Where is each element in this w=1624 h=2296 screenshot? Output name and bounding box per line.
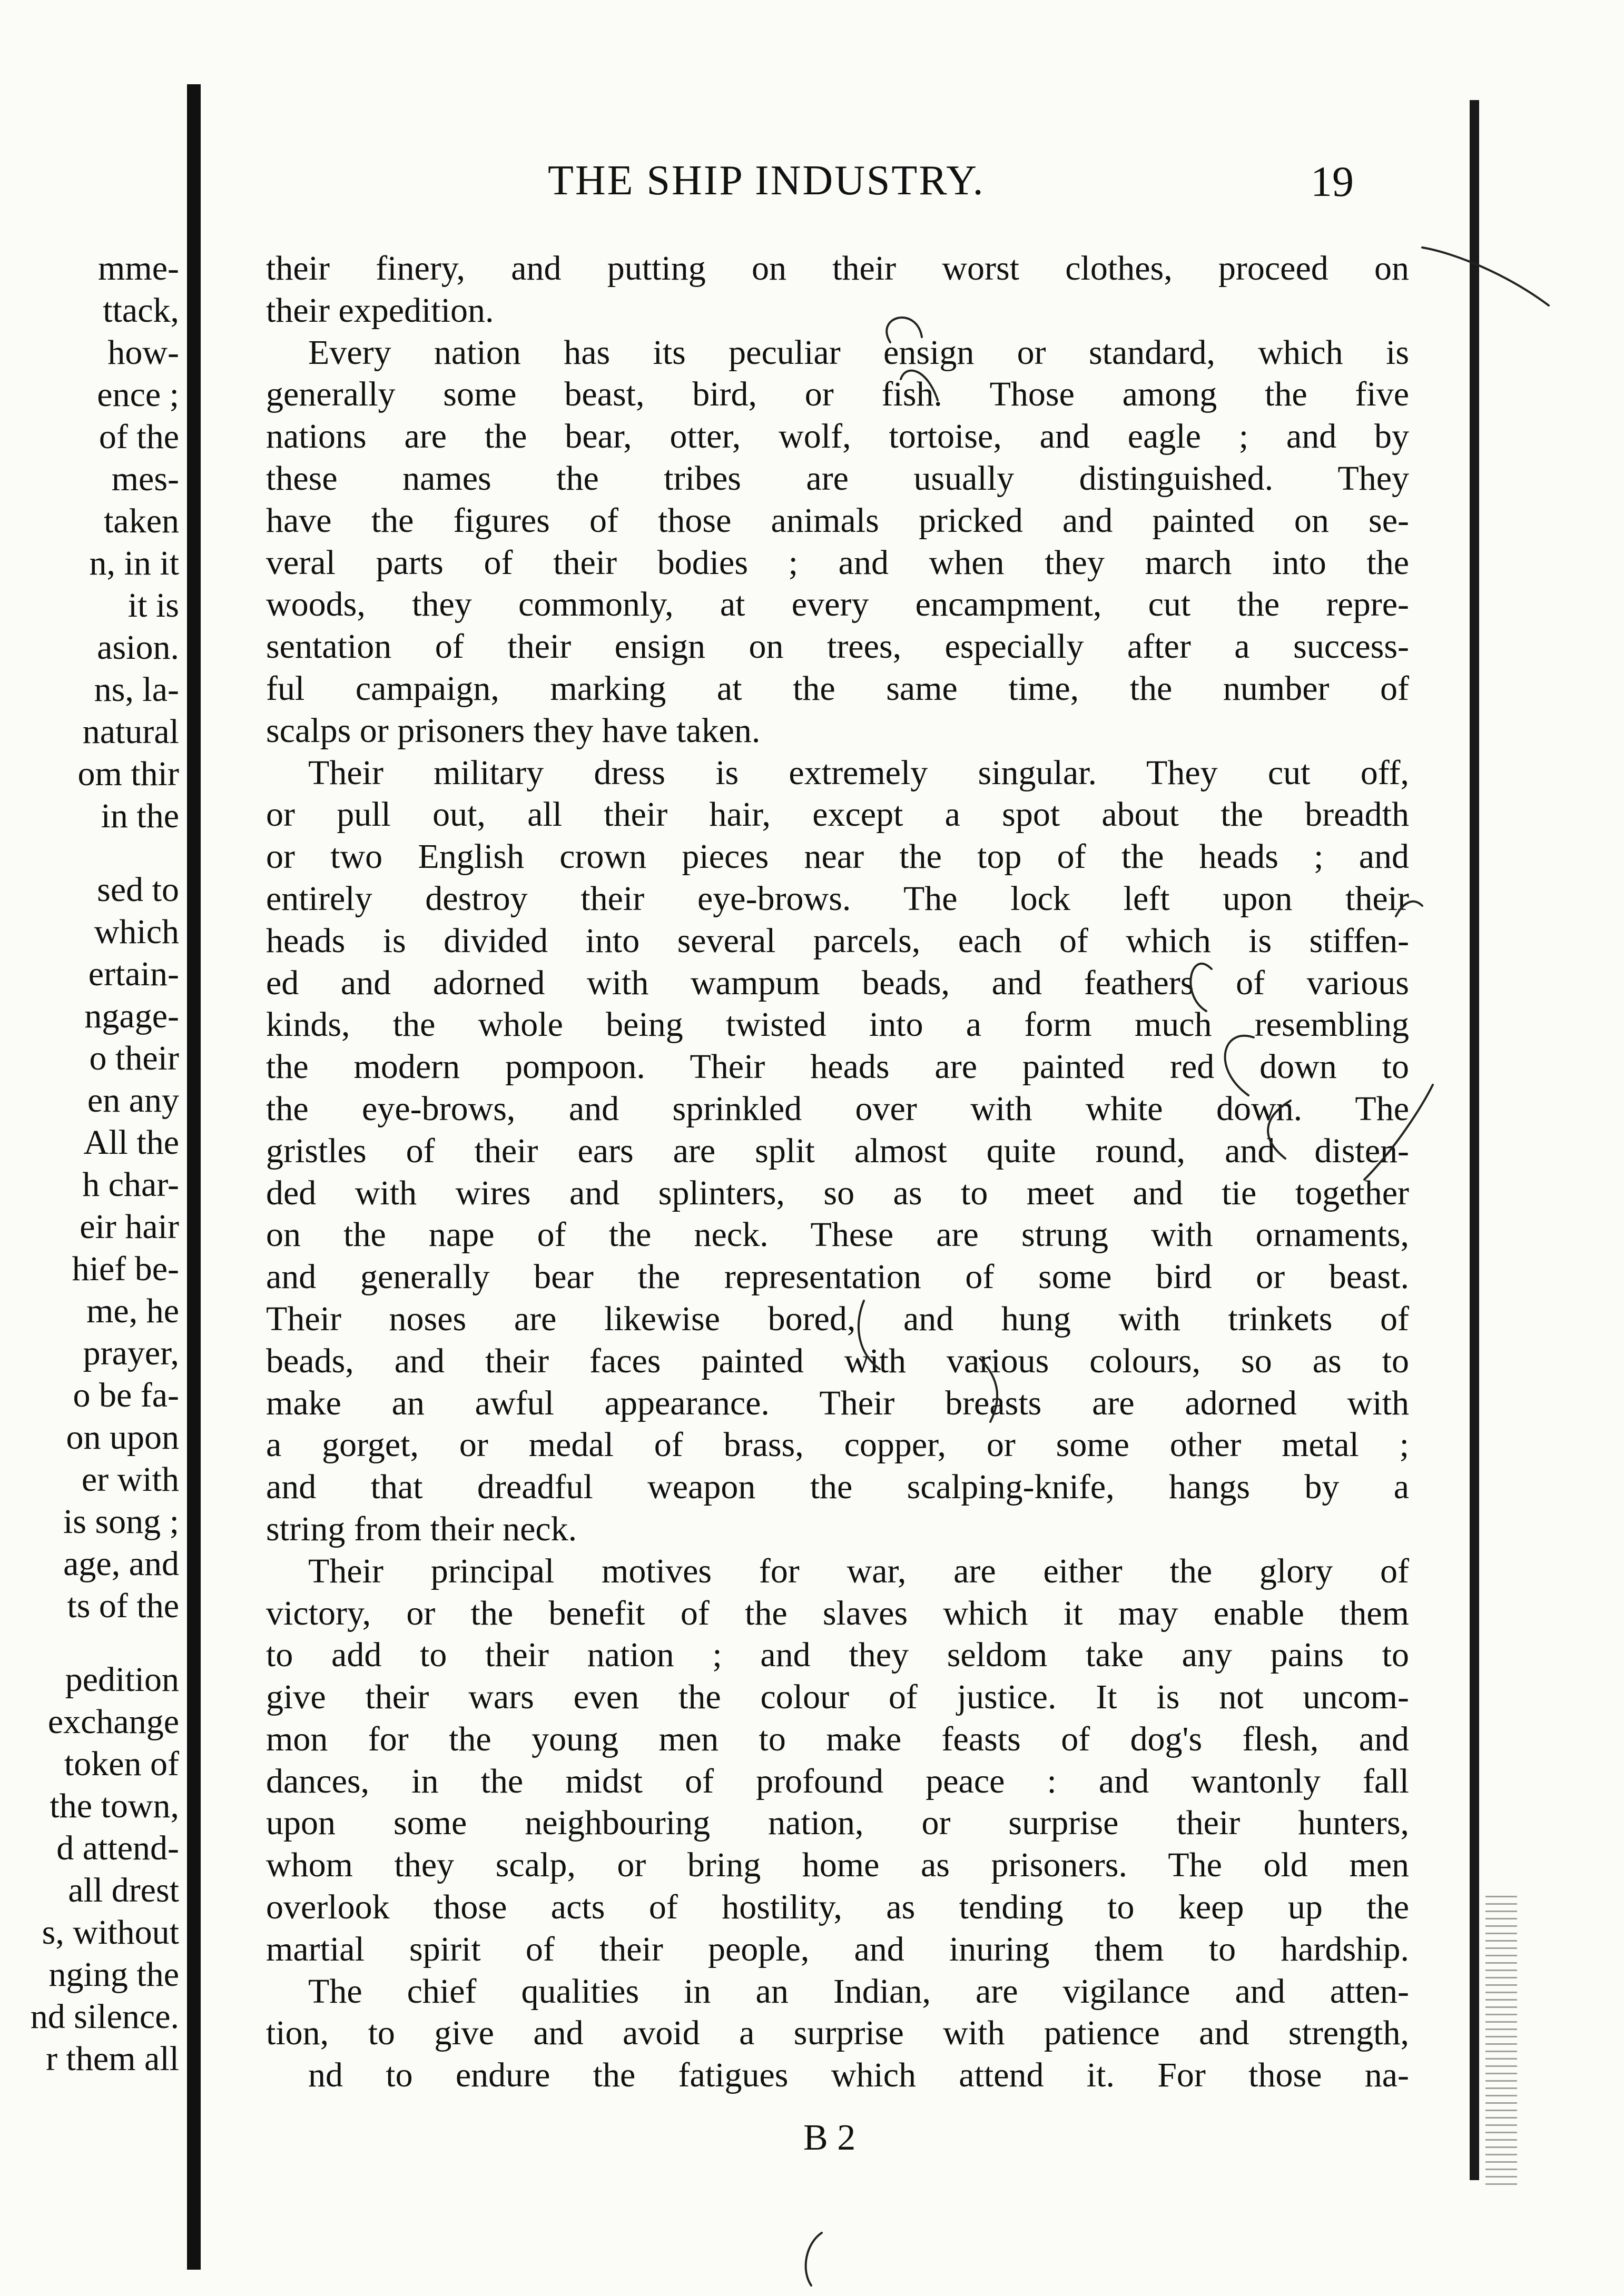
margin-fragment: r them all xyxy=(46,2040,179,2078)
text-line: overlook those acts of hostility, as tending to keep up the xyxy=(266,1888,1409,1927)
text-line: and generally bear the representation of some bird or beast. xyxy=(266,1258,1409,1297)
margin-fragment: ertain- xyxy=(88,955,179,993)
text-line: victory, or the benefit of the slaves which it may enable them xyxy=(266,1594,1409,1632)
margin-fragment: ts of the xyxy=(67,1587,179,1625)
text-line: The chief qualities in an Indian, are vigilance and atten- xyxy=(308,1972,1409,2011)
margin-fragment: on upon xyxy=(66,1418,179,1457)
margin-fragment: exchange xyxy=(47,1703,179,1741)
annotation-stroke xyxy=(1190,964,1212,1011)
margin-fragment: pedition xyxy=(65,1660,179,1699)
text-line: entirely destroy their eye-brows. The lock left upon their xyxy=(266,879,1409,918)
text-line: to add to their nation ; and they seldom take any pains to xyxy=(266,1636,1409,1675)
margin-fragment: ns, la- xyxy=(94,670,179,709)
margin-fragment: All the xyxy=(83,1123,179,1162)
annotation-stroke xyxy=(1422,248,1549,305)
annotation-stroke xyxy=(1396,902,1422,916)
margin-fragment: eir hair xyxy=(80,1208,179,1246)
annotation-stroke xyxy=(806,2233,822,2285)
text-line: the eye-brows, and sprinkled over with white down. The xyxy=(266,1089,1409,1128)
margin-fragment: h char- xyxy=(82,1165,179,1204)
margin-fragment: o their xyxy=(89,1039,179,1077)
text-line: Their noses are likewise bored, and hung with trinkets of xyxy=(266,1299,1409,1338)
text-line: ful campaign, marking at the same time, the number of xyxy=(266,669,1409,708)
margin-fragment: all drest xyxy=(68,1871,179,1909)
margin-fragment: mme- xyxy=(98,249,179,288)
text-line: Every nation has its peculiar ensign or standard, which is xyxy=(308,333,1409,372)
margin-fragment: prayer, xyxy=(83,1334,179,1372)
margin-fragment: ttack, xyxy=(103,291,179,330)
margin-fragment: which xyxy=(94,913,179,951)
margin-fragment: in the xyxy=(101,797,179,835)
text-line: tion, to give and avoid a surprise with patience and strength, xyxy=(266,2014,1409,2053)
text-line: a gorget, or medal of brass, copper, or some other metal ; xyxy=(266,1426,1409,1464)
text-line: and that dreadful weapon the scalping-knife, hangs by a xyxy=(266,1468,1409,1507)
running-head-title: THE SHIP INDUSTRY. xyxy=(548,157,985,204)
page-number: 19 xyxy=(1311,157,1354,205)
text-line: nd to endure the fatigues which attend it. For those na- xyxy=(308,2056,1409,2095)
text-line: upon some neighbouring nation, or surprise their hunters, xyxy=(266,1804,1409,1843)
annotation-stroke xyxy=(901,371,938,400)
annotation-stroke xyxy=(980,1359,997,1422)
margin-fragment: om thir xyxy=(77,755,179,793)
text-line: Their military dress is extremely singular. They cut off, xyxy=(308,753,1409,792)
margin-fragment: of the xyxy=(99,418,179,456)
margin-fragment: age, and xyxy=(63,1545,179,1583)
text-line: veral parts of their bodies ; and when they march into the xyxy=(266,543,1409,582)
text-line: mon for the young men to make feasts of dog's flesh, and xyxy=(266,1719,1409,1758)
text-line: Their principal motives for war, are either the glory of xyxy=(308,1551,1409,1590)
margin-fragment: sed to xyxy=(97,870,179,909)
text-line: have the figures of those animals pricked and painted on se- xyxy=(266,501,1409,540)
text-line: or two English crown pieces near the top of the heads ; and xyxy=(266,837,1409,876)
margin-fragment: o be fa- xyxy=(73,1376,179,1414)
margin-fragment: hief be- xyxy=(72,1250,179,1288)
text-line: nations are the bear, otter, wolf, tortoise, and eagle ; and by xyxy=(266,417,1409,456)
annotation-stroke xyxy=(1364,1085,1433,1180)
margin-fragment: it is xyxy=(127,586,179,625)
margin-fragment: en any xyxy=(87,1081,179,1120)
margin-fragment: me, he xyxy=(86,1292,179,1330)
margin-fragment: d attend- xyxy=(56,1829,179,1867)
margin-fragment: nd silence. xyxy=(30,1997,179,2036)
margin-fragment: taken xyxy=(104,502,179,540)
text-line: sentation of their ensign on trees, especially after a success- xyxy=(266,627,1409,666)
margin-fragment: asion. xyxy=(97,628,179,667)
text-line: or pull out, all their hair, except a spot about the breadth xyxy=(266,795,1409,834)
signature-mark: B 2 xyxy=(803,2117,856,2158)
text-line: dances, in the midst of profound peace : and wantonly fall xyxy=(266,1761,1409,1800)
text-line: beads, and their faces painted with various colours, so as to xyxy=(266,1341,1409,1380)
text-line: ed and adorned with wampum beads, and feathers of various xyxy=(266,963,1409,1002)
annotation-stroke xyxy=(1225,1036,1254,1095)
text-line: on the nape of the neck. These are strung with ornaments, xyxy=(266,1215,1409,1254)
annotation-stroke xyxy=(1268,1101,1291,1159)
margin-fragment: ngage- xyxy=(84,997,179,1035)
text-line: give their wars even the colour of justice. It is not uncom- xyxy=(266,1678,1409,1717)
margin-fragment: s, without xyxy=(42,1913,179,1952)
margin-fragment: ence ; xyxy=(97,375,179,414)
text-line: these names the tribes are usually distinguished. They xyxy=(266,459,1409,498)
text-line: generally some beast, bird, or fish. Those among the five xyxy=(266,375,1409,414)
text-line: scalps or prisoners they have taken. xyxy=(266,711,761,750)
annotation-stroke xyxy=(887,318,922,342)
margin-fragment: nging the xyxy=(48,1955,179,1994)
annotation-stroke xyxy=(859,1301,880,1369)
margin-fragment: n, in it xyxy=(89,544,179,582)
text-line: whom they scalp, or bring home as prisoners. The old men xyxy=(266,1846,1409,1885)
margin-fragment: er with xyxy=(81,1460,179,1499)
margin-fragment: natural xyxy=(82,712,179,751)
margin-fragment: token of xyxy=(64,1745,179,1783)
margin-fragment: mes- xyxy=(111,460,179,498)
margin-fragment: the town, xyxy=(50,1787,179,1825)
text-line: make an awful appearance. Their breasts are adorned with xyxy=(266,1383,1409,1422)
text-line: martial spirit of their people, and inuring them to hardship. xyxy=(266,1929,1409,1968)
text-line: their expedition. xyxy=(266,291,494,330)
text-line: kinds, the whole being twisted into a form much resembling xyxy=(266,1005,1409,1044)
margin-fragment: is song ; xyxy=(63,1502,179,1541)
text-line: string from their neck. xyxy=(266,1509,577,1548)
text-line: the modern pompoon. Their heads are painted red down to xyxy=(266,1047,1409,1086)
margin-fragment: how- xyxy=(107,333,179,372)
text-line: heads is divided into several parcels, each of which is stiffen- xyxy=(266,921,1409,960)
text-line: their finery, and putting on their worst clothes, proceed on xyxy=(266,249,1409,288)
text-line: ded with wires and splinters, so as to meet and tie together xyxy=(266,1173,1409,1212)
text-line: gristles of their ears are split almost quite round, and disten- xyxy=(266,1131,1409,1170)
text-line: woods, they commonly, at every encampment, cut the repre- xyxy=(266,585,1409,624)
